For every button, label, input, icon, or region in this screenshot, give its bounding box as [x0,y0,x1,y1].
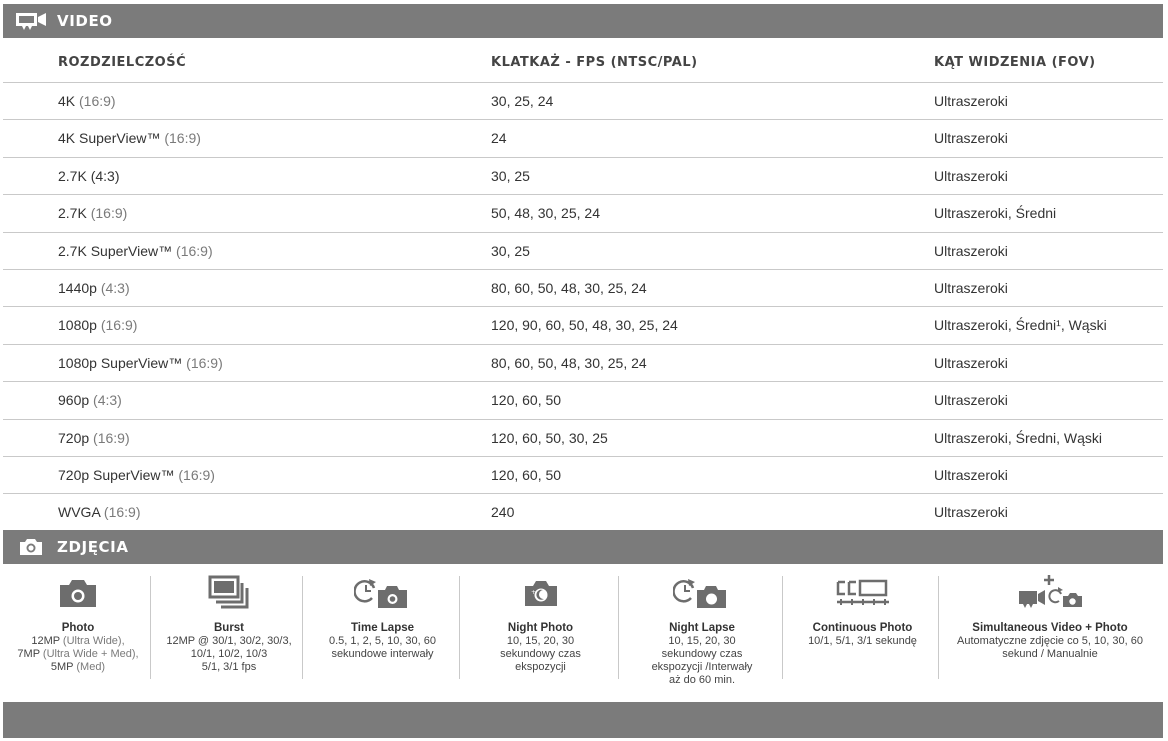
cell-fps: 50, 48, 30, 25, 24 [491,205,600,222]
table-row [3,306,1163,343]
cell-fps: 240 [491,504,515,521]
cell-resolution: 2.7K (16:9) [58,205,128,222]
continuous-photo-icon [835,578,891,608]
video-section-header [3,4,1163,38]
cell-fov: Ultraszeroki [934,130,1008,147]
photo-mode: Time Lapse 0.5, 1, 2, 5, 10, 30, 60 sekundowe interwały [305,572,460,682]
table-row [3,456,1163,493]
cell-resolution: 2.7K (4:3) [58,167,120,184]
table-row [3,344,1163,381]
table-row [3,269,1163,306]
camera-icon [58,577,98,609]
cell-resolution: 720p (16:9) [58,429,130,446]
table-row [3,157,1163,194]
table-row [3,232,1163,269]
photo-mode: Burst 12MP @ 30/1, 30/2, 30/3, 10/1, 10/2, 10/3 5/1, 3/1 fps [153,572,305,682]
cell-fps: 30, 25 [491,167,530,184]
header-fov: KĄT WIDZENIA (FOV) [934,55,1096,70]
video-camera-icon [15,10,47,32]
cell-resolution: 4K (16:9) [58,93,116,109]
cell-fps: 24 [491,130,507,147]
photo-mode: Photo 12MP (Ultra Wide), 7MP (Ultra Wide + Med), 5MP (Med) [3,572,153,682]
cell-fov: Ultraszeroki [934,392,1008,409]
photo-mode: Night Lapse 10, 15, 20, 30 sekundowy czas ekspozycji /Interwały aż do 60 min. [619,572,785,682]
photo-section-title: ZDJĘCIA [57,538,129,556]
cell-fps: 120, 60, 50, 30, 25 [491,429,608,446]
cell-resolution: 960p (4:3) [58,392,122,409]
cell-fov: Ultraszeroki, Średni, Wąski [934,429,1103,446]
table-row [3,381,1163,418]
header-fps: KLATKAŻ - FPS (NTSC/PAL) [491,55,698,70]
photo-mode: Simultaneous Video + Photo Automatyczne zdjęcie co 5, 10, 30, 60 sekund / Manualnie [941,572,1159,682]
cell-fov: Ultraszeroki, Średni¹, Wąski [934,317,1107,334]
cell-resolution: 720p SuperView™ (16:9) [58,467,215,483]
cell-fps: 120, 90, 60, 50, 48, 30, 25, 24 [491,317,678,334]
cell-resolution: 1440p (4:3) [58,280,130,296]
cell-fov: Ultraszeroki [934,467,1008,483]
cell-fov: Ultraszeroki [934,93,1008,109]
cell-resolution: 1080p SuperView™ (16:9) [58,354,223,371]
cell-fov: Ultraszeroki [934,354,1008,371]
cell-fps: 80, 60, 50, 48, 30, 25, 24 [491,280,647,296]
photo-modes [3,572,1163,692]
cell-resolution: 2.7K SuperView™ (16:9) [58,242,213,259]
table-row [3,419,1163,456]
header-resolution: ROZDZIELCZOŚĆ [58,55,187,70]
table-row [3,493,1163,530]
cell-fps: 30, 25 [491,242,530,259]
table-row [3,194,1163,231]
cell-fov: Ultraszeroki [934,167,1008,184]
burst-icon [208,575,250,611]
night-lapse-icon [673,576,731,610]
photo-mode: Continuous Photo 10/1, 5/1, 3/1 sekundę [785,572,940,682]
video-plus-photo-icon [1015,573,1085,613]
footer-bar [3,702,1163,738]
camera-icon [15,536,47,558]
time-lapse-icon [354,576,412,610]
table-row [3,119,1163,156]
cell-fov: Ultraszeroki [934,242,1008,259]
cell-resolution: WVGA (16:9) [58,504,141,521]
photo-mode: + Night Photo 10, 15, 20, 30 sekundowy czas ekspozycji [462,572,619,682]
cell-fov: Ultraszeroki, Średni [934,205,1057,222]
cell-fov: Ultraszeroki [934,504,1008,521]
cell-resolution: 1080p (16:9) [58,317,138,334]
night-photo-icon [523,578,559,608]
cell-fps: 120, 60, 50 [491,467,562,483]
cell-fps: 120, 60, 50 [491,392,562,409]
cell-fov: Ultraszeroki [934,280,1008,296]
cell-resolution: 4K SuperView™ (16:9) [58,130,201,147]
photo-section-header [3,530,1163,564]
cell-fps: 30, 25, 24 [491,93,554,109]
table-row [3,82,1163,119]
table-header [3,44,1163,82]
svg-text:+: + [530,589,536,596]
video-section-title: VIDEO [57,12,113,30]
cell-fps: 80, 60, 50, 48, 30, 25, 24 [491,354,647,371]
